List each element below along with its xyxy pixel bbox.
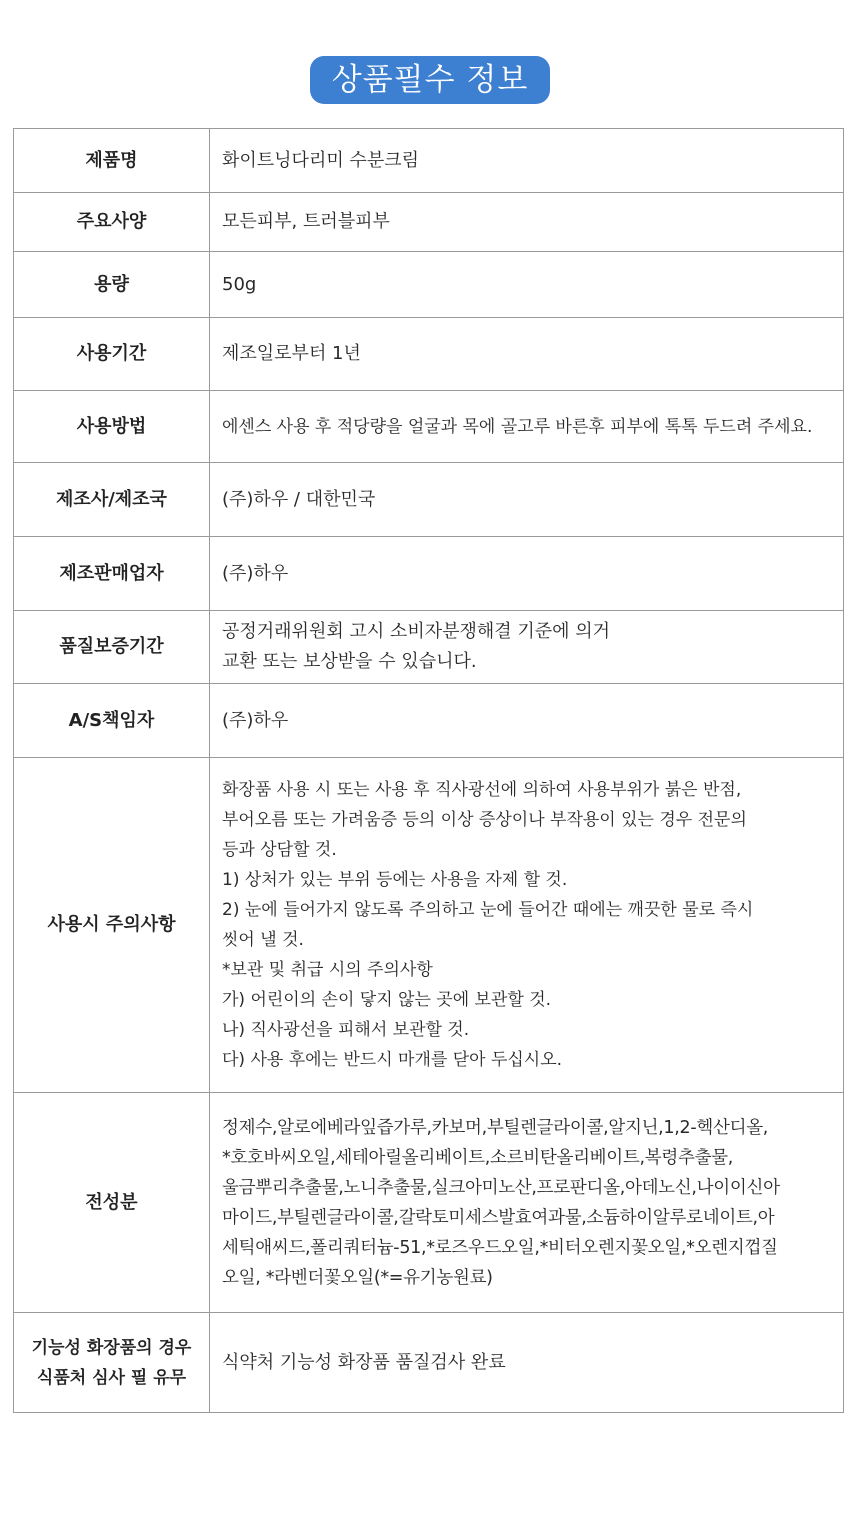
row-label: 주요사양	[14, 193, 210, 252]
table-row	[14, 463, 844, 537]
table-row	[14, 758, 844, 1093]
table-row	[14, 129, 844, 193]
row-label: 기능성 화장품의 경우 식품처 심사 필 유무	[14, 1313, 210, 1413]
row-value: (주)하우 / 대한민국	[210, 463, 844, 537]
product-info-table	[13, 128, 844, 1413]
row-label: 용량	[14, 252, 210, 318]
row-label: 사용기간	[14, 318, 210, 391]
row-value: 모든피부, 트러블피부	[210, 193, 844, 252]
table-row	[14, 684, 844, 758]
table-row	[14, 193, 844, 252]
row-value: 화이트닝다리미 수분크림	[210, 129, 844, 193]
table-row	[14, 1093, 844, 1313]
row-label: 품질보증기간	[14, 611, 210, 684]
table-row	[14, 611, 844, 684]
table-row	[14, 391, 844, 463]
table-row	[14, 318, 844, 391]
row-value: 정제수,알로에베라잎즙가루,카보머,부틸렌글라이콜,알지닌,1,2-헥산디올, *호호바씨오일,세테아릴올리베이트,소르비탄올리베이트,복령추출물, 울금뿌리추출물,노니추출물,실크아미노산,프로판디올,아데노신,나이이신아 마이드,부틸렌글라이콜,갈락토미세스발효여과물,소듐하이알루로네이트,아 세틱애씨드,폴리쿼터늄-51,*로즈우드오일,*비터오렌지꽃오일,*오렌지껍질 오일, *라벤더꽃오일(*=유기농원료)	[210, 1093, 844, 1313]
row-value: 50g	[210, 252, 844, 318]
title-wrap	[0, 56, 860, 104]
table-row	[14, 252, 844, 318]
row-label: 제조사/제조국	[14, 463, 210, 537]
row-label: 제품명	[14, 129, 210, 193]
row-value: 화장품 사용 시 또는 사용 후 직사광선에 의하여 사용부위가 붉은 반점, 부어오름 또는 가려움증 등의 이상 증상이나 부작용이 있는 경우 전문의 등과 상담할 것. 1) 상처가 있는 부위 등에는 사용을 자제 할 것. 2) 눈에 들어가지 않도록 주의하고 눈에 들어간 때에는 깨끗한 물로 즉시 씻어 낼 것. *보관 및 취급 시의 주의사항 가) 어린이의 손이 닿지 않는 곳에 보관할 것. 나) 직사광선을 피해서 보관할 것. 다) 사용 후에는 반드시 마개를 닫아 두십시오.	[210, 758, 844, 1093]
row-label: 제조판매업자	[14, 537, 210, 611]
row-value: 식약처 기능성 화장품 품질검사 완료	[210, 1313, 844, 1413]
row-label: 사용방법	[14, 391, 210, 463]
row-value: 공정거래위원회 고시 소비자분쟁해결 기준에 의거 교환 또는 보상받을 수 있습니다.	[210, 611, 844, 684]
page-title: 상품필수 정보	[310, 56, 551, 104]
row-value: 에센스 사용 후 적당량을 얼굴과 목에 골고루 바른후 피부에 톡톡 두드려 주세요.	[210, 391, 844, 463]
row-value: (주)하우	[210, 684, 844, 758]
table-row	[14, 1313, 844, 1413]
row-label: 사용시 주의사항	[14, 758, 210, 1093]
row-label: 전성분	[14, 1093, 210, 1313]
table-row	[14, 537, 844, 611]
row-value: (주)하우	[210, 537, 844, 611]
row-value: 제조일로부터 1년	[210, 318, 844, 391]
row-label: A/S책임자	[14, 684, 210, 758]
